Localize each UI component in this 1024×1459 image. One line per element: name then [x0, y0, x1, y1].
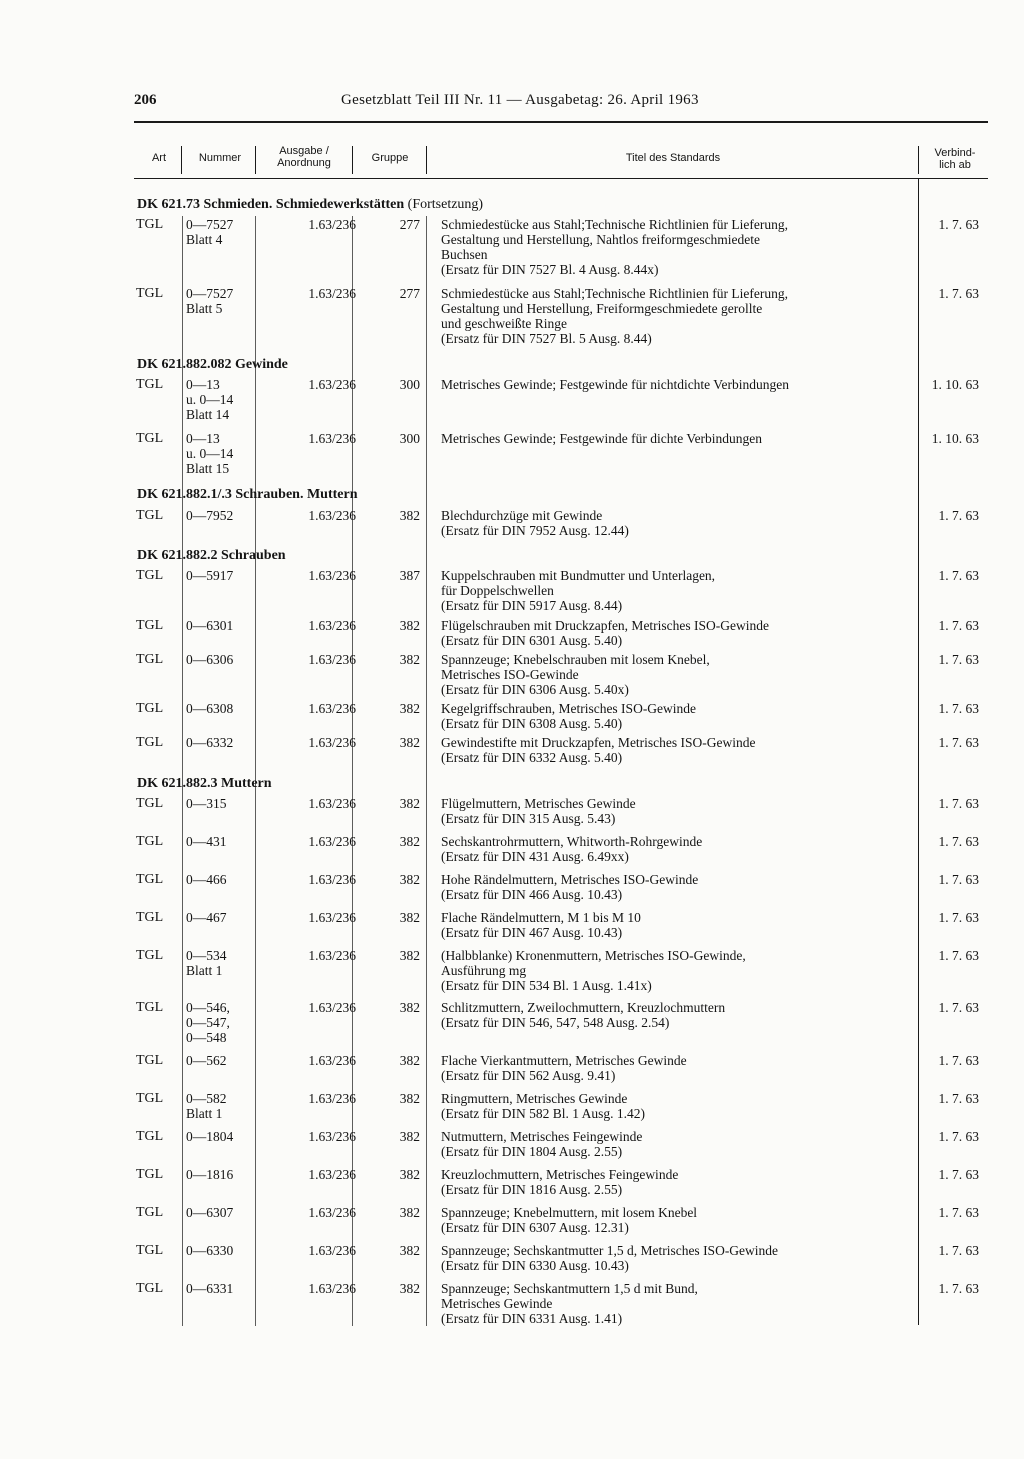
standard-title-line: (Ersatz für DIN 5917 Ausg. 8.44)	[441, 598, 623, 613]
issue-reference-value: 1.63/236	[308, 796, 356, 811]
issue-reference-value: 1.63/236	[308, 652, 356, 667]
effective-date: 1. 7. 63	[938, 735, 979, 750]
issue-reference	[256, 1053, 356, 1068]
effective-date: 1. 7. 63	[938, 872, 979, 887]
standard-type: TGL	[136, 1167, 164, 1182]
standard-title-line: (Ersatz für DIN 1816 Ausg. 2.55)	[441, 1182, 623, 1197]
issue-reference	[256, 652, 356, 667]
issue-reference-value: 1.63/236	[308, 701, 356, 716]
issue-reference	[256, 217, 356, 232]
group-number: 382	[399, 618, 420, 633]
standard-number-line: 0—1816	[186, 1167, 234, 1182]
group-number: 387	[399, 568, 420, 583]
standard-type: TGL	[136, 618, 164, 633]
group-number: 382	[399, 1091, 420, 1106]
effective-date: 1. 7. 63	[938, 1281, 979, 1296]
issue-reference	[256, 701, 356, 716]
standard-title-line: (Ersatz für DIN 315 Ausg. 5.43)	[441, 811, 616, 826]
standard-number	[186, 1205, 256, 1220]
effective-date: 1. 7. 63	[938, 1053, 979, 1068]
section-heading-title: DK 621.882.3 Muttern	[137, 776, 272, 791]
standard-title	[441, 701, 921, 731]
effective-date: 1. 7. 63	[938, 1167, 979, 1182]
standard-title-line: für Doppelschwellen	[441, 583, 554, 598]
standard-title	[441, 948, 921, 993]
group-number: 382	[399, 910, 420, 925]
standard-number-line: 0—6331	[186, 1281, 234, 1296]
standard-title-line: Metrisches ISO-Gewinde	[441, 667, 579, 682]
standard-number-line: 0—7952	[186, 508, 234, 523]
standard-title	[441, 217, 921, 277]
standard-number-line: 0—467	[186, 910, 227, 925]
standard-number-line: 0—546,	[186, 1000, 230, 1015]
effective-date: 1. 7. 63	[938, 796, 979, 811]
section-heading	[137, 357, 288, 373]
column-rule	[182, 216, 183, 1326]
standard-title	[441, 910, 921, 940]
standard-title-line: Buchsen	[441, 247, 488, 262]
issue-reference-value: 1.63/236	[308, 1129, 356, 1144]
issue-reference-value: 1.63/236	[308, 286, 356, 301]
section-heading	[137, 548, 286, 564]
standard-number-line: u. 0—14	[186, 446, 234, 461]
standard-title-line: (Ersatz für DIN 6330 Ausg. 10.43)	[441, 1258, 629, 1273]
standard-title-line: (Ersatz für DIN 6307 Ausg. 12.31)	[441, 1220, 629, 1235]
header-separator	[181, 146, 182, 174]
standard-number-line: 0—548	[186, 1030, 227, 1045]
standard-title	[441, 872, 921, 902]
standard-number-line: 0—315	[186, 796, 227, 811]
section-heading-title: DK 621.73 Schmieden. Schmiedewerkstätten	[137, 197, 405, 212]
issue-reference	[256, 872, 356, 887]
standard-title-line: Spannzeuge; Sechskantmutter 1,5 d, Metrisches ISO-Gewinde	[441, 1243, 779, 1258]
standard-title	[441, 618, 921, 648]
group-number: 300	[399, 377, 420, 392]
standard-type: TGL	[136, 1091, 164, 1106]
standard-number-line: Blatt 15	[186, 461, 230, 476]
group-number: 382	[399, 652, 420, 667]
column-header-nummer: Nummer	[198, 152, 242, 164]
standard-number-line: 0—6332	[186, 735, 234, 750]
group-number: 277	[399, 217, 420, 232]
column-header-rule	[134, 178, 988, 179]
standard-title-line: Flache Rändelmuttern, M 1 bis M 10	[441, 910, 641, 925]
standard-number-line: 0—431	[186, 834, 227, 849]
standard-title	[441, 568, 921, 613]
standard-number-line: Blatt 1	[186, 1106, 223, 1121]
standard-title-line: (Ersatz für DIN 562 Ausg. 9.41)	[441, 1068, 616, 1083]
issue-reference-value: 1.63/236	[308, 431, 356, 446]
standard-type: TGL	[136, 796, 164, 811]
standard-title-line: Metrisches Gewinde; Festgewinde für dichte Verbindungen	[441, 431, 763, 446]
page-number: 206	[134, 92, 157, 108]
standard-title-line: (Ersatz für DIN 6301 Ausg. 5.40)	[441, 633, 623, 648]
standard-type: TGL	[136, 1281, 164, 1296]
standard-title	[441, 1167, 921, 1197]
standard-number	[186, 508, 256, 523]
issue-reference	[256, 568, 356, 583]
standard-type: TGL	[136, 834, 164, 849]
group-number: 382	[399, 796, 420, 811]
column-header-ab-line2: lich ab	[939, 159, 971, 171]
standard-number	[186, 735, 256, 750]
standard-title-line: (Ersatz für DIN 546, 547, 548 Ausg. 2.54)	[441, 1015, 670, 1030]
standard-title-line: (Ersatz für DIN 431 Ausg. 6.49xx)	[441, 849, 629, 864]
issue-reference	[256, 431, 356, 446]
standard-title-line: Schmiedestücke aus Stahl;Technische Richtlinien für Lieferung,	[441, 217, 788, 232]
standard-title-line: (Ersatz für DIN 7527 Bl. 5 Ausg. 8.44)	[441, 331, 652, 346]
standard-title-line: Kegelgriffschrauben, Metrisches ISO-Gewinde	[441, 701, 697, 716]
standard-type: TGL	[136, 910, 164, 925]
standard-number-line: 0—6301	[186, 618, 234, 633]
column-header-ausgabe	[258, 145, 350, 169]
issue-reference	[256, 1129, 356, 1144]
section-heading	[137, 487, 358, 503]
standard-type: TGL	[136, 568, 164, 583]
effective-date: 1. 7. 63	[938, 618, 979, 633]
effective-date: 1. 7. 63	[938, 217, 979, 232]
effective-date: 1. 10. 63	[931, 431, 979, 446]
standard-number	[186, 796, 256, 811]
standard-title	[441, 1053, 921, 1083]
effective-date: 1. 7. 63	[938, 286, 979, 301]
standard-title-line: Sechskantrohrmuttern, Whitworth-Rohrgewinde	[441, 834, 703, 849]
standard-type: TGL	[136, 1205, 164, 1220]
standard-number-line: 0—6308	[186, 701, 234, 716]
standard-title-line: Gewindestifte mit Druckzapfen, Metrisches ISO-Gewinde	[441, 735, 756, 750]
standard-title-line: Nutmuttern, Metrisches Feingewinde	[441, 1129, 643, 1144]
section-heading	[137, 197, 483, 213]
column-header-titel: Titel des Standards	[625, 152, 721, 164]
effective-date: 1. 7. 63	[938, 1000, 979, 1015]
standard-title-line: Kuppelschrauben mit Bundmutter und Unterlagen,	[441, 568, 716, 583]
standard-title-line: Ausführung mg	[441, 963, 527, 978]
issue-reference-value: 1.63/236	[308, 217, 356, 232]
issue-reference	[256, 508, 356, 523]
standard-title-line: (Ersatz für DIN 466 Ausg. 10.43)	[441, 887, 623, 902]
standard-type: TGL	[136, 872, 164, 887]
standard-title	[441, 796, 921, 826]
issue-reference-value: 1.63/236	[308, 1243, 356, 1258]
standard-title	[441, 431, 921, 446]
group-number: 300	[399, 431, 420, 446]
standard-number-line: 0—6306	[186, 652, 234, 667]
standard-type: TGL	[136, 1053, 164, 1068]
issue-reference	[256, 735, 356, 750]
standard-title-line: Kreuzlochmuttern, Metrisches Feingewinde	[441, 1167, 679, 1182]
group-number: 382	[399, 834, 420, 849]
header-separator	[255, 146, 256, 174]
effective-date: 1. 7. 63	[938, 701, 979, 716]
issue-reference-value: 1.63/236	[308, 735, 356, 750]
standard-number-line: 0—13	[186, 377, 220, 392]
standard-number	[186, 872, 256, 887]
effective-date: 1. 7. 63	[938, 652, 979, 667]
standard-number-line: 0—13	[186, 431, 220, 446]
standard-title	[441, 1000, 921, 1030]
standard-title-line: (Halbblanke) Kronenmuttern, Metrisches ISO-Gewinde,	[441, 948, 746, 963]
issue-reference-value: 1.63/236	[308, 1053, 356, 1068]
standard-number-line: 0—582	[186, 1091, 227, 1106]
column-header-ausgabe-line2: Anordnung	[277, 157, 331, 169]
column-header-ausgabe-line1: Ausgabe /	[279, 145, 329, 157]
standard-title-line: Flügelmuttern, Metrisches Gewinde	[441, 796, 636, 811]
effective-date: 1. 7. 63	[938, 1243, 979, 1258]
standard-number	[186, 431, 256, 476]
issue-reference	[256, 1205, 356, 1220]
standard-title	[441, 1243, 921, 1273]
standard-number	[186, 1091, 256, 1121]
column-header-gruppe: Gruppe	[371, 152, 409, 164]
standard-title-line: (Ersatz für DIN 6306 Ausg. 5.40x)	[441, 682, 629, 697]
issue-reference	[256, 1167, 356, 1182]
group-number: 382	[399, 1000, 420, 1015]
standard-title-line: (Ersatz für DIN 534 Bl. 1 Ausg. 1.41x)	[441, 978, 652, 993]
standard-number-line: 0—562	[186, 1053, 227, 1068]
issue-reference-value: 1.63/236	[308, 568, 356, 583]
group-number: 382	[399, 735, 420, 750]
effective-date: 1. 7. 63	[938, 568, 979, 583]
group-number: 382	[399, 948, 420, 963]
standard-number-line: 0—5917	[186, 568, 234, 583]
standard-type: TGL	[136, 1243, 164, 1258]
standard-number	[186, 618, 256, 633]
standard-title-line: Flügelschrauben mit Druckzapfen, Metrisches ISO-Gewinde	[441, 618, 770, 633]
standard-number-line: 0—7527	[186, 217, 234, 232]
standard-title-line: Spannzeuge; Knebelmuttern, mit losem Knebel	[441, 1205, 698, 1220]
header-rule	[134, 121, 988, 123]
standard-type: TGL	[136, 652, 164, 667]
standard-type: TGL	[136, 735, 164, 750]
issue-reference-value: 1.63/236	[308, 872, 356, 887]
issue-reference	[256, 834, 356, 849]
group-number: 382	[399, 1243, 420, 1258]
standard-number	[186, 217, 256, 247]
standard-number-line: Blatt 1	[186, 963, 223, 978]
standard-number	[186, 1167, 256, 1182]
group-number: 382	[399, 872, 420, 887]
standard-title-line: (Ersatz für DIN 467 Ausg. 10.43)	[441, 925, 623, 940]
group-number: 382	[399, 1205, 420, 1220]
running-title: Gesetzblatt Teil III Nr. 11 — Ausgabetag: 26. April 1963	[341, 92, 699, 108]
effective-date: 1. 7. 63	[938, 948, 979, 963]
standard-number-line: 0—1804	[186, 1129, 234, 1144]
standard-type: TGL	[136, 286, 164, 301]
issue-reference-value: 1.63/236	[308, 910, 356, 925]
standard-title-line: (Ersatz für DIN 582 Bl. 1 Ausg. 1.42)	[441, 1106, 645, 1121]
standard-title-line: (Ersatz für DIN 6308 Ausg. 5.40)	[441, 716, 623, 731]
issue-reference-value: 1.63/236	[308, 948, 356, 963]
group-number: 382	[399, 1053, 420, 1068]
section-heading-title: DK 621.882.2 Schrauben	[137, 548, 286, 563]
standard-number	[186, 1243, 256, 1258]
issue-reference	[256, 618, 356, 633]
standard-title-line: Metrisches Gewinde	[441, 1296, 553, 1311]
standard-number-line: 0—6307	[186, 1205, 234, 1220]
standard-title	[441, 286, 921, 346]
standard-title	[441, 1205, 921, 1235]
standard-number-line: 0—547,	[186, 1015, 230, 1030]
issue-reference-value: 1.63/236	[308, 508, 356, 523]
standard-type: TGL	[136, 701, 164, 716]
effective-date: 1. 7. 63	[938, 834, 979, 849]
standard-title-line: Gestaltung und Herstellung, Nahtlos freiformgeschmiedete	[441, 232, 761, 247]
standard-title	[441, 377, 921, 392]
standard-title-line: (Ersatz für DIN 7527 Bl. 4 Ausg. 8.44x)	[441, 262, 659, 277]
issue-reference	[256, 1091, 356, 1106]
standard-title	[441, 652, 921, 697]
standard-title-line: Hohe Rändelmuttern, Metrisches ISO-Gewinde	[441, 872, 699, 887]
standard-title-line: (Ersatz für DIN 1804 Ausg. 2.55)	[441, 1144, 623, 1159]
issue-reference	[256, 1000, 356, 1015]
issue-reference	[256, 1281, 356, 1296]
standard-title-line: Spannzeuge; Knebelschrauben mit losem Knebel,	[441, 652, 710, 667]
standard-number	[186, 1129, 256, 1144]
standard-title-line: (Ersatz für DIN 7952 Ausg. 12.44)	[441, 523, 629, 538]
issue-reference-value: 1.63/236	[308, 1091, 356, 1106]
header-separator	[426, 146, 427, 174]
section-heading	[137, 776, 272, 792]
group-number: 382	[399, 1167, 420, 1182]
issue-reference	[256, 1243, 356, 1258]
standard-title-line: Schlitzmuttern, Zweilochmuttern, Kreuzlochmuttern	[441, 1000, 726, 1015]
page-header	[134, 92, 988, 120]
issue-reference-value: 1.63/236	[308, 1167, 356, 1182]
section-heading-title: DK 621.882.1/.3 Schrauben. Muttern	[137, 487, 358, 502]
standard-title-line: Ringmuttern, Metrisches Gewinde	[441, 1091, 628, 1106]
effective-date: 1. 7. 63	[938, 508, 979, 523]
standard-title-line: und geschweißte Ringe	[441, 316, 567, 331]
column-header-ab	[922, 147, 988, 171]
standard-title-line: Gestaltung und Herstellung, Freiformgeschmiedete gerollte	[441, 301, 763, 316]
standard-type: TGL	[136, 1129, 164, 1144]
issue-reference-value: 1.63/236	[308, 834, 356, 849]
column-rule	[426, 216, 427, 1326]
standard-type: TGL	[136, 431, 164, 446]
standard-number	[186, 1281, 256, 1296]
standard-number	[186, 568, 256, 583]
effective-date: 1. 7. 63	[938, 1129, 979, 1144]
issue-reference	[256, 377, 356, 392]
issue-reference	[256, 910, 356, 925]
standard-number-line: 0—7527	[186, 286, 234, 301]
effective-date: 1. 7. 63	[938, 1091, 979, 1106]
standard-title-line: Metrisches Gewinde; Festgewinde für nichtdichte Verbindungen	[441, 377, 790, 392]
standard-number-line: Blatt 4	[186, 232, 223, 247]
standard-type: TGL	[136, 508, 164, 523]
section-heading-title: DK 621.882.082 Gewinde	[137, 357, 288, 372]
group-number: 382	[399, 1129, 420, 1144]
standard-title	[441, 1129, 921, 1159]
group-number: 277	[399, 286, 420, 301]
standard-number	[186, 1000, 256, 1045]
standard-type: TGL	[136, 217, 164, 232]
standard-number	[186, 377, 256, 422]
header-separator	[918, 146, 919, 174]
group-number: 382	[399, 508, 420, 523]
standard-number	[186, 834, 256, 849]
standard-number	[186, 701, 256, 716]
standard-title-line: Schmiedestücke aus Stahl;Technische Richtlinien für Lieferung,	[441, 286, 788, 301]
standard-number-line: 0—534	[186, 948, 227, 963]
effective-date: 1. 10. 63	[931, 377, 979, 392]
standard-type: TGL	[136, 948, 164, 963]
issue-reference-value: 1.63/236	[308, 377, 356, 392]
standard-number-line: Blatt 14	[186, 407, 230, 422]
standard-type: TGL	[136, 377, 164, 392]
column-header-ab-line1: Verbind-	[934, 147, 976, 159]
standard-title-line: (Ersatz für DIN 6332 Ausg. 5.40)	[441, 750, 623, 765]
standard-number	[186, 948, 256, 978]
standard-number	[186, 286, 256, 316]
standard-title-line: Blechdurchzüge mit Gewinde	[441, 508, 603, 523]
standard-title	[441, 508, 921, 538]
group-number: 382	[399, 701, 420, 716]
issue-reference-value: 1.63/236	[308, 1000, 356, 1015]
issue-reference-value: 1.63/236	[308, 618, 356, 633]
standard-title	[441, 1281, 921, 1326]
standard-number-line: u. 0—14	[186, 392, 234, 407]
standard-title	[441, 1091, 921, 1121]
standard-number	[186, 652, 256, 667]
standard-type: TGL	[136, 1000, 164, 1015]
standard-number-line: 0—6330	[186, 1243, 234, 1258]
standard-number-line: 0—466	[186, 872, 227, 887]
section-heading-note: (Fortsetzung)	[404, 197, 484, 212]
issue-reference	[256, 948, 356, 963]
standard-title-line: Spannzeuge; Sechskantmuttern 1,5 d mit Bund,	[441, 1281, 698, 1296]
group-number: 382	[399, 1281, 420, 1296]
issue-reference-value: 1.63/236	[308, 1205, 356, 1220]
header-separator	[352, 146, 353, 174]
effective-date: 1. 7. 63	[938, 1205, 979, 1220]
standard-title-line: (Ersatz für DIN 6331 Ausg. 1.41)	[441, 1311, 623, 1326]
issue-reference	[256, 286, 356, 301]
effective-date: 1. 7. 63	[938, 910, 979, 925]
standard-title	[441, 834, 921, 864]
issue-reference-value: 1.63/236	[308, 1281, 356, 1296]
standard-number-line: Blatt 5	[186, 301, 223, 316]
column-header-art: Art	[151, 152, 167, 164]
standard-number	[186, 910, 256, 925]
standard-title	[441, 735, 921, 765]
standard-number	[186, 1053, 256, 1068]
issue-reference	[256, 796, 356, 811]
standard-title-line: Flache Vierkantmuttern, Metrisches Gewinde	[441, 1053, 687, 1068]
